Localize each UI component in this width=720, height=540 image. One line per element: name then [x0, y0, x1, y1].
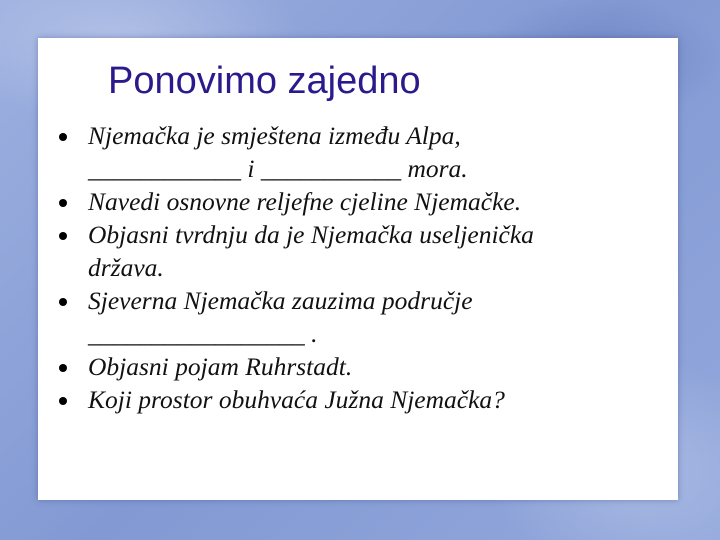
- bullet-dot-icon: [59, 397, 67, 405]
- bullet-text: Sjeverna Njemačka zauzima područje _________________ .: [88, 286, 473, 348]
- bullet-list: [50, 119, 660, 416]
- bullet-dot-icon: [59, 364, 67, 372]
- bullet-item-2: [50, 185, 660, 218]
- bullet-item-3: [50, 218, 660, 284]
- bullet-text: Objasni tvrdnju da je Njemačka useljenička država.: [88, 220, 534, 282]
- bullet-text: Njemačka je smještena između Alpa, ____________ i ___________ mora.: [88, 121, 468, 183]
- bullet-text: Navedi osnovne reljefne cjeline Njemačke.: [88, 187, 522, 216]
- bullet-dot-icon: [59, 298, 67, 306]
- bullet-dot-icon: [59, 232, 67, 240]
- bullet-item-5: [50, 350, 660, 383]
- bullet-dot-icon: [59, 199, 67, 207]
- bullet-item-4: [50, 284, 660, 350]
- bullet-item-1: [50, 119, 660, 185]
- bullet-dot-icon: [59, 133, 67, 141]
- bullet-text: Objasni pojam Ruhrstadt.: [88, 352, 353, 381]
- bullet-text: Koji prostor obuhvaća Južna Njemačka?: [88, 385, 505, 414]
- slide-title: Ponovimo zajedno: [108, 60, 421, 102]
- bullet-item-6: [50, 383, 660, 416]
